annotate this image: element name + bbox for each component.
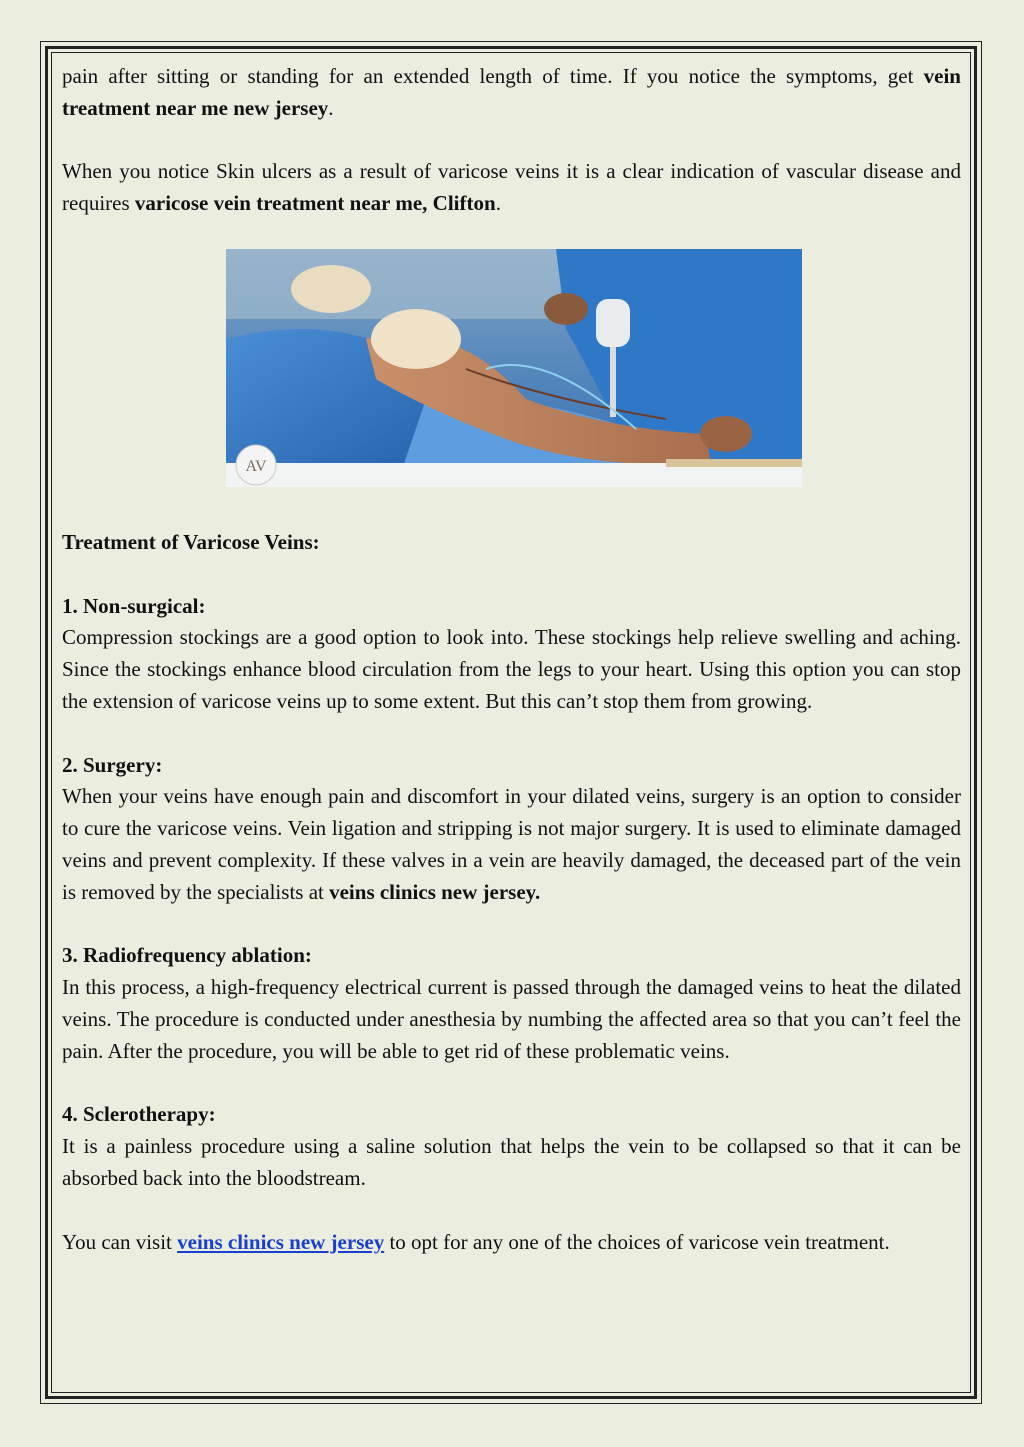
surgery-illustration [226,249,802,487]
ulcer-bold-keyword: varicose vein treatment near me, Clifton [134,191,496,216]
ulcer-paragraph: When you notice Skin ulcers as a result of varicose veins it is a clear indication of vascular disease and requires varicose vein treatment near me, Clifton. [62,159,961,216]
section-title-radiofrequency: 3. Radiofrequency ablation: [62,943,312,968]
intro-bold-keyword: vein treatment near me new jersey [62,64,961,120]
section-title-sclerotherapy: 4. Sclerotherapy: [62,1102,216,1127]
section-title-surgery: 2. Surgery: [62,752,163,777]
surgery-bold-keyword: veins clinics new jersey. [329,879,541,904]
section-text-sclerotherapy: It is a painless procedure using a saline solution that helps the vein to be collapsed so that it can be absorbed back into the bloodstream. [62,1134,961,1190]
document-body [62,61,961,1258]
section-title-non-surgical: 1. Non-surgical: [62,593,206,618]
clinic-logo: AV [245,457,267,475]
surgery-photo [226,249,802,487]
section-heading: Treatment of Varicose Veins: [62,529,320,554]
section-text-radiofrequency: In this process, a high-frequency electrical current is passed through the damaged veins to heat the dilated veins. The procedure is conducted under anesthesia by numbing the affected area so that you can’t feel the pain. After the procedure, you will be able to get rid of these problematic veins. [62,975,961,1063]
closing-paragraph: You can visit veins clinics new jersey to opt for any one of the choices of varicose vein treatment. [62,1229,890,1254]
section-text-non-surgical: Compression stockings are a good option to look into. These stockings help relieve swelling and aching. Since the stockings enhance blood circulation from the legs to your heart. Using this option you can stop the extension of varicose veins up to some extent. But this can’t stop them from growing. [62,625,961,713]
intro-paragraph: pain after sitting or standing for an extended length of time. If you notice the symptoms, get vein treatment near me new jersey. [62,64,961,120]
veins-clinics-link[interactable]: veins clinics new jersey [177,1229,385,1254]
section-text-surgery: When your veins have enough pain and discomfort in your dilated veins, surgery is an option to consider to cure the varicose veins. Vein ligation and stripping is not major surgery. It is used to eliminate damaged veins and prevent complexity. If these valves in a vein are heavily damaged, the deceased part of the vein is removed by the specialists at veins clinics new jersey. [62,784,961,904]
